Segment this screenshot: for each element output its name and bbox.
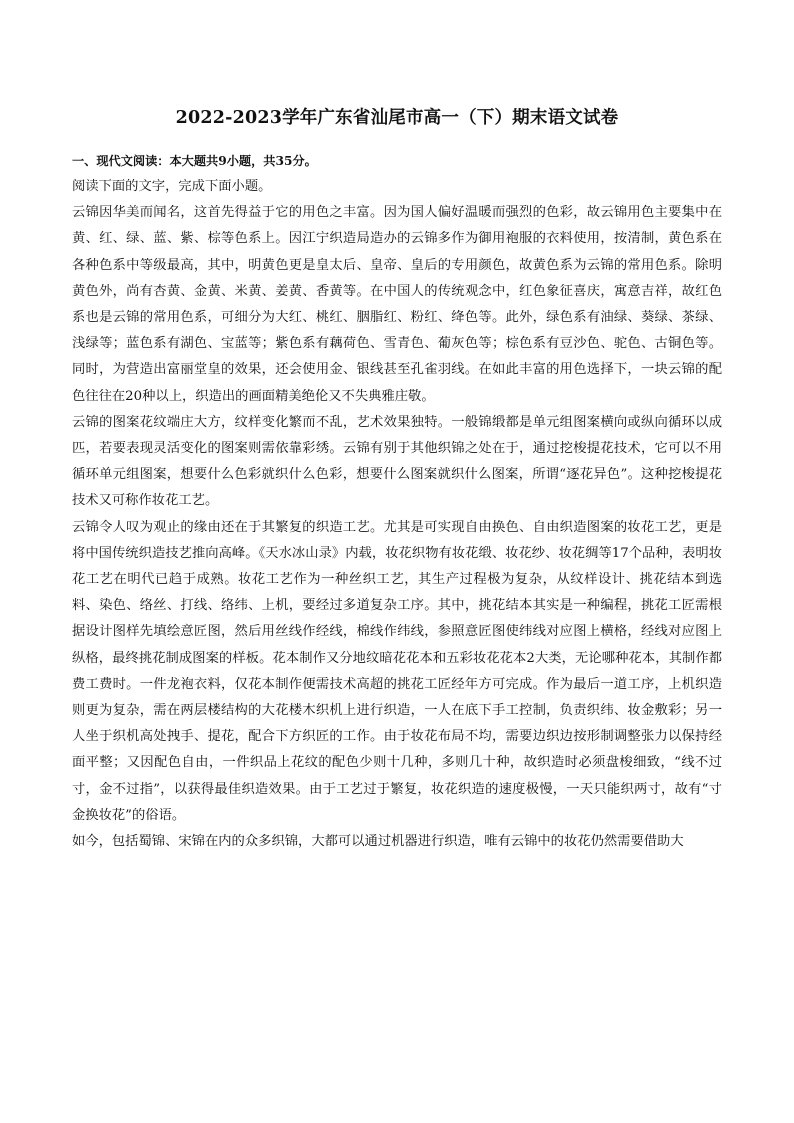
reading-instruction: 阅读下面的文字，完成下面小题。 [72, 179, 272, 194]
section-heading: 一、现代文阅读：本大题共9小题，共35分。 [72, 154, 317, 168]
document-body [72, 148, 722, 855]
paragraph-color-usage: 云锦因华美而闻名，这首先得益于它的用色之丰富。因为国人偏好温暖而强烈的色彩，故云锦用色主要集中在黄、红、绿、蓝、紫、棕等色系上。因江宁织造局造办的云锦多作为御用袍服的衣料使用，按清制，黄色系在各种色系中等级最高，其中，明黄色更是皇太后、皇帝、皇后的专用颜色，故黄色系为云锦的常用色系。除明黄色外，尚有杏黄、金黄、米黄、姜黄、香黄等。在中国人的传统观念中，红色象征喜庆，寓意吉祥，故红色系也是云锦的常用色系，可细分为大红、桃红、胭脂红、粉红、绛色等。此外，绿色系有油绿、葵绿、茶绿、浅绿等；蓝色系有湖色、宝蓝等；紫色系有藕荷色、雪青色、葡灰色等；棕色系有豆沙色、驼色、古铜色等。同时，为营造出富丽堂皇的效果，还会使用金、银线甚至孔雀羽线。在如此丰富的用色选择下，一块云锦的配色往往在20种以上，织造出的画面精美绝伦又不失典雅庄敬。 [72, 205, 722, 404]
paragraph-pattern-design: 云锦的图案花纹端庄大方，纹样变化繁而不乱，艺术效果独特。一般锦缎都是单元组图案横向或纵向循环以成匹，若要表现灵活变化的图案则需依靠彩绣。云锦有别于其他织锦之处在于，通过挖梭提花技术，它可以不用循环单元组图案，想要什么色彩就织什么色彩，想要什么图案就织什么图案，所谓“逐花异色”。这种挖梭提花技术又可称作妆花工艺。 [72, 414, 722, 509]
paragraph-weaving-craft: 云锦令人叹为观止的缘由还在于其繁复的织造工艺。尤其是可实现自由换色、自由织造图案的妆花工艺，更是将中国传统织造技艺推向高峰。《天水冰山录》内载，妆花织物有妆花缎、妆花纱、妆花绸等17个品种，表明妆花工艺在明代已趋于成熟。妆花工艺作为一种丝织工艺，其生产过程极为复杂，从纹样设计、挑花结本到选料、染色、络丝、打线、络纬、上机，要经过多道复杂工序。其中，挑花结本其实是一种编程，挑花工匠需根据设计图样先填绘意匠图，然后用丝线作经线，棉线作纬线，参照意匠图使纬线对应图上横格，经线对应图上纵格，最终挑花制成图案的样板。花本制作又分地纹暗花花本和五彩妆花花本2大类，无论哪种花本，其制作都费工费时。一件龙袍衣料，仅花本制作便需技术高超的挑花工匠经年方可完成。作为最后一道工序，上机织造则更为复杂，需在两层楼结构的大花楼木织机上进行织造，一人在底下手工控制，负责织纬、妆金敷彩；另一人坐于织机高处拽手、提花，配合下方织匠的工作。由于妆花布局不均，需要边织边按形制调整张力以保持经面平整；又因配色自由，一件织品上花纹的配色少则十几种，多则几十种，故织造时必须盘梭细致，“线不过寸，金不过指”，以获得最佳织造效果。由于工艺过于繁复，妆花织造的速度极慢，一天只能织两寸，故有“寸金换妆花”的俗语。 [72, 519, 722, 823]
document-title: 2022-2023学年广东省汕尾市高一（下）期末语文试卷 [175, 108, 619, 128]
paragraph-modern-status: 如今，包括蜀锦、宋锦在内的众多织锦，大都可以通过机器进行织造，唯有云锦中的妆花仍然需要借助大 [72, 834, 684, 850]
